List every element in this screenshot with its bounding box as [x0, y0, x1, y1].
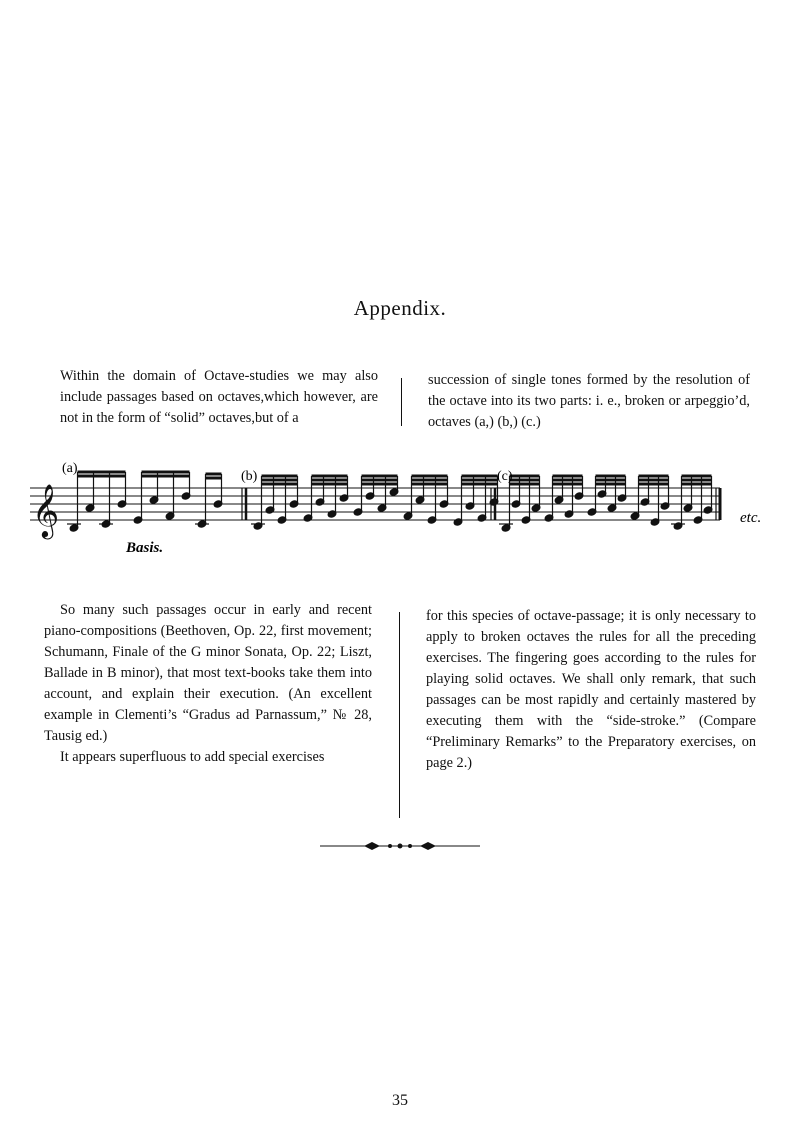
intro-right-column [428, 370, 750, 433]
body-left-paragraph-1: So many such passages occur in early and recent piano-compositions (Beethoven, Op. 22, first movement; Schumann, Finale of the G minor Sonata, Op. 22; Liszt, Ballade in B minor), that most text-books take them into account, and explain their execution. (An excellent example in Clementi’s “Gradus ad Parnassum,” № 28, Tausig ed.) [44, 602, 372, 744]
intro-right-text: succession of single tones formed by the resolution of the octave into its two parts: i. e., broken or arpeggio’d, octaves (a,) (b,) (c.) [428, 372, 750, 430]
intro-left-text: Within the domain of Octave-studies we may also include passages based on octaves,which however, are not in the form of “solid” octaves,but of a [60, 368, 378, 426]
section-a-label: (a) [62, 461, 78, 476]
intro-column-divider [401, 378, 402, 426]
page-number: 35 [392, 1092, 408, 1109]
ornament-divider [320, 836, 480, 856]
treble-clef-icon: 𝄞 [32, 483, 60, 537]
section-b-label: (b) [241, 469, 258, 484]
body-right-column [426, 606, 756, 774]
ornament-rule-icon [320, 836, 480, 856]
body-left-paragraph-2: It appears superfluous to add special exercises [60, 749, 325, 765]
music-example [30, 460, 800, 560]
music-staff-svg [30, 460, 800, 560]
body-right-paragraph-1: for this species of octave-passage; it is only necessary to apply to broken octaves the rules for all the preceding exercises. The fingering goes according to the rules for playing solid octaves. We shall only remark, that such passages can be most rapidly and certainly mastered by executing them with the “side-stroke.” (Compare “Preliminary Remarks” to the Preparatory exercises, on page 2.) [426, 608, 756, 771]
section-c-label: (c) [497, 469, 513, 484]
body-left-column [44, 600, 372, 768]
page-title: Appendix. [353, 296, 447, 320]
intro-left-column [60, 366, 378, 429]
basis-label: Basis. [126, 540, 164, 556]
note-group [67, 472, 713, 532]
body-column-divider [399, 612, 400, 818]
staff-lines [30, 488, 720, 520]
etc-label: etc. [740, 510, 762, 526]
